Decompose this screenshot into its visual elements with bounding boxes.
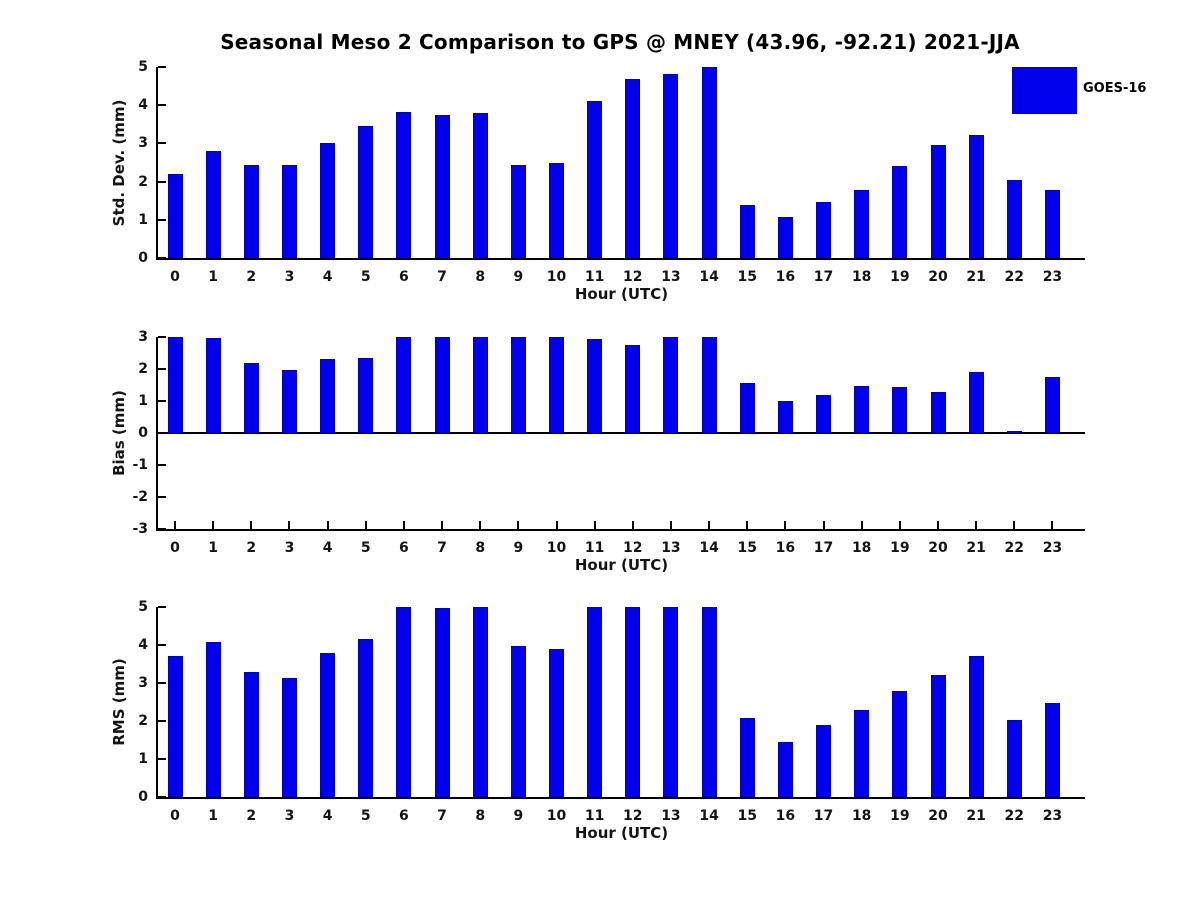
y-tick-label: 0 <box>138 425 148 441</box>
x-tick-label: 21 <box>966 269 986 285</box>
x-tick-label: 6 <box>399 269 409 285</box>
chart-title: Seasonal Meso 2 Comparison to GPS @ MNEY (43.96, -92.21) 2021-JJA <box>220 30 1020 54</box>
bar-hour-17 <box>816 725 831 797</box>
x-tick-label: 7 <box>437 808 447 824</box>
y-axis-label-std-dev: Std. Dev. (mm) <box>110 99 128 226</box>
x-tick-label: 20 <box>928 540 948 556</box>
x-tick-label: 16 <box>775 540 796 556</box>
x-tick-label: 3 <box>284 808 295 824</box>
y-tick <box>158 720 166 722</box>
x-tick-label: 5 <box>360 540 371 556</box>
y-tick-label: 2 <box>138 361 148 377</box>
x-tick-label: 16 <box>775 269 796 285</box>
y-tick-label: 3 <box>138 135 148 152</box>
x-tick-label: 20 <box>928 808 948 824</box>
x-tick-label: 17 <box>813 540 834 556</box>
y-tick-label: 4 <box>138 97 148 114</box>
x-tick-label: 21 <box>966 808 986 824</box>
x-tick-label: 18 <box>851 540 872 556</box>
y-tick-label: 5 <box>138 599 148 615</box>
bar-hour-12 <box>625 607 640 797</box>
y-tick-label: -1 <box>132 457 148 473</box>
x-tick-label: 11 <box>584 808 605 824</box>
x-tick-label: 5 <box>360 808 371 824</box>
y-tick-label: 1 <box>138 211 148 228</box>
bar-hour-0 <box>168 656 183 797</box>
y-tick <box>158 758 166 760</box>
x-tick-label: 0 <box>170 269 180 285</box>
x-tick-label: 6 <box>399 540 409 556</box>
bar-hour-16 <box>778 742 793 797</box>
bar-hour-6 <box>396 607 411 797</box>
x-tick-label: 7 <box>437 540 447 556</box>
y-axis-label-rms: RMS (mm) <box>110 658 128 746</box>
bar-hour-21 <box>969 656 984 797</box>
x-axis-label-hour-utc: Hour (UTC) <box>574 824 669 842</box>
x-tick-label: 1 <box>208 269 219 285</box>
legend-label-goes16: GOES-16 <box>1083 81 1147 96</box>
x-tick-label: 10 <box>546 540 567 556</box>
bar-hour-11 <box>587 607 602 797</box>
y-tick-label: 3 <box>138 329 148 345</box>
x-tick-label: 16 <box>775 808 796 824</box>
y-tick-label: 3 <box>138 675 148 691</box>
y-tick-label: 1 <box>138 751 148 767</box>
y-tick <box>158 682 166 684</box>
x-tick-label: 10 <box>546 808 567 824</box>
y-tick-label: 2 <box>138 713 148 729</box>
bar-hour-13 <box>663 607 678 797</box>
bar-hour-7 <box>435 608 450 797</box>
x-axis-label-hour-utc: Hour (UTC) <box>574 556 669 574</box>
x-tick-label: 22 <box>1004 269 1025 285</box>
bar-hour-3 <box>282 678 297 797</box>
x-tick-label: 9 <box>513 808 524 824</box>
x-tick-label: 13 <box>661 269 681 285</box>
y-axis-label-bias: Bias (mm) <box>110 390 128 476</box>
x-tick-label: 9 <box>513 269 524 285</box>
bar-hour-9 <box>511 646 526 797</box>
x-tick-label: 13 <box>661 540 681 556</box>
y-tick <box>158 644 166 646</box>
x-tick-label: 12 <box>623 540 643 556</box>
x-tick-label: 19 <box>890 269 910 285</box>
y-tick-label: 0 <box>138 250 148 266</box>
x-tick-label: 11 <box>584 540 605 556</box>
x-tick-label: 13 <box>661 808 681 824</box>
y-tick-label: 0 <box>138 789 148 805</box>
x-tick-label: 14 <box>699 269 719 285</box>
x-tick-label: 9 <box>513 540 524 556</box>
bar-hour-18 <box>854 710 869 797</box>
bar-hour-22 <box>1007 720 1022 797</box>
y-tick-label: 5 <box>138 59 148 75</box>
bar-hour-20 <box>931 675 946 797</box>
x-tick-label: 22 <box>1004 808 1025 824</box>
x-tick-label: 12 <box>623 269 643 285</box>
x-tick-label: 1 <box>208 540 219 556</box>
x-tick-label: 15 <box>737 808 757 824</box>
y-tick-label: -2 <box>132 489 148 505</box>
x-tick-label: 7 <box>437 269 447 285</box>
x-tick-label: 19 <box>890 808 910 824</box>
y-tick-label: 4 <box>138 637 148 653</box>
y-tick <box>158 606 166 608</box>
x-tick-label: 1 <box>208 808 219 824</box>
x-tick-label: 2 <box>246 808 257 824</box>
x-tick-label: 5 <box>360 269 371 285</box>
x-tick-label: 4 <box>322 540 333 556</box>
x-tick-label: 10 <box>546 269 567 285</box>
bar-hour-10 <box>549 649 564 797</box>
bar-hour-4 <box>320 653 335 797</box>
x-tick-label: 12 <box>623 808 643 824</box>
x-tick-label: 4 <box>322 269 333 285</box>
x-axis-line <box>156 797 1085 799</box>
bar-hour-8 <box>473 607 488 797</box>
x-tick-label: 8 <box>475 540 486 556</box>
x-tick-label: 18 <box>851 808 872 824</box>
x-tick-label: 2 <box>246 540 257 556</box>
bar-hour-14 <box>702 607 717 797</box>
x-tick-label: 15 <box>737 540 757 556</box>
x-axis-label-hour-utc: Hour (UTC) <box>574 285 669 303</box>
x-tick-label: 3 <box>284 540 295 556</box>
x-tick-label: 0 <box>170 808 180 824</box>
x-tick-label: 17 <box>813 269 834 285</box>
x-tick-label: 15 <box>737 269 757 285</box>
bar-hour-23 <box>1045 703 1060 797</box>
y-tick-label: -3 <box>132 521 148 537</box>
bar-hour-2 <box>244 672 259 797</box>
x-tick-label: 14 <box>699 540 719 556</box>
x-tick-label: 11 <box>584 269 605 285</box>
x-tick-label: 14 <box>699 808 719 824</box>
x-tick-label: 18 <box>851 269 872 285</box>
x-tick-label: 6 <box>399 808 409 824</box>
y-tick <box>158 796 166 798</box>
bar-hour-15 <box>740 718 755 797</box>
x-tick-label: 0 <box>170 540 180 556</box>
bar-hour-19 <box>892 691 907 797</box>
x-tick-label: 3 <box>284 269 295 285</box>
x-tick-label: 19 <box>890 540 910 556</box>
x-tick-label: 23 <box>1042 540 1063 556</box>
x-tick-label: 17 <box>813 808 834 824</box>
x-tick-label: 20 <box>928 269 948 285</box>
y-axis-line <box>156 607 158 799</box>
x-tick-label: 2 <box>246 269 257 285</box>
bar-hour-5 <box>358 639 373 797</box>
x-tick-label: 23 <box>1042 808 1063 824</box>
x-tick-label: 4 <box>322 808 333 824</box>
x-tick-label: 8 <box>475 808 486 824</box>
x-tick-label: 23 <box>1042 269 1063 285</box>
x-tick-label: 8 <box>475 269 486 285</box>
bar-hour-1 <box>206 642 221 797</box>
y-tick-label: 2 <box>138 173 148 190</box>
x-tick-label: 22 <box>1004 540 1025 556</box>
x-tick-label: 21 <box>966 540 986 556</box>
y-tick-label: 1 <box>138 393 148 409</box>
